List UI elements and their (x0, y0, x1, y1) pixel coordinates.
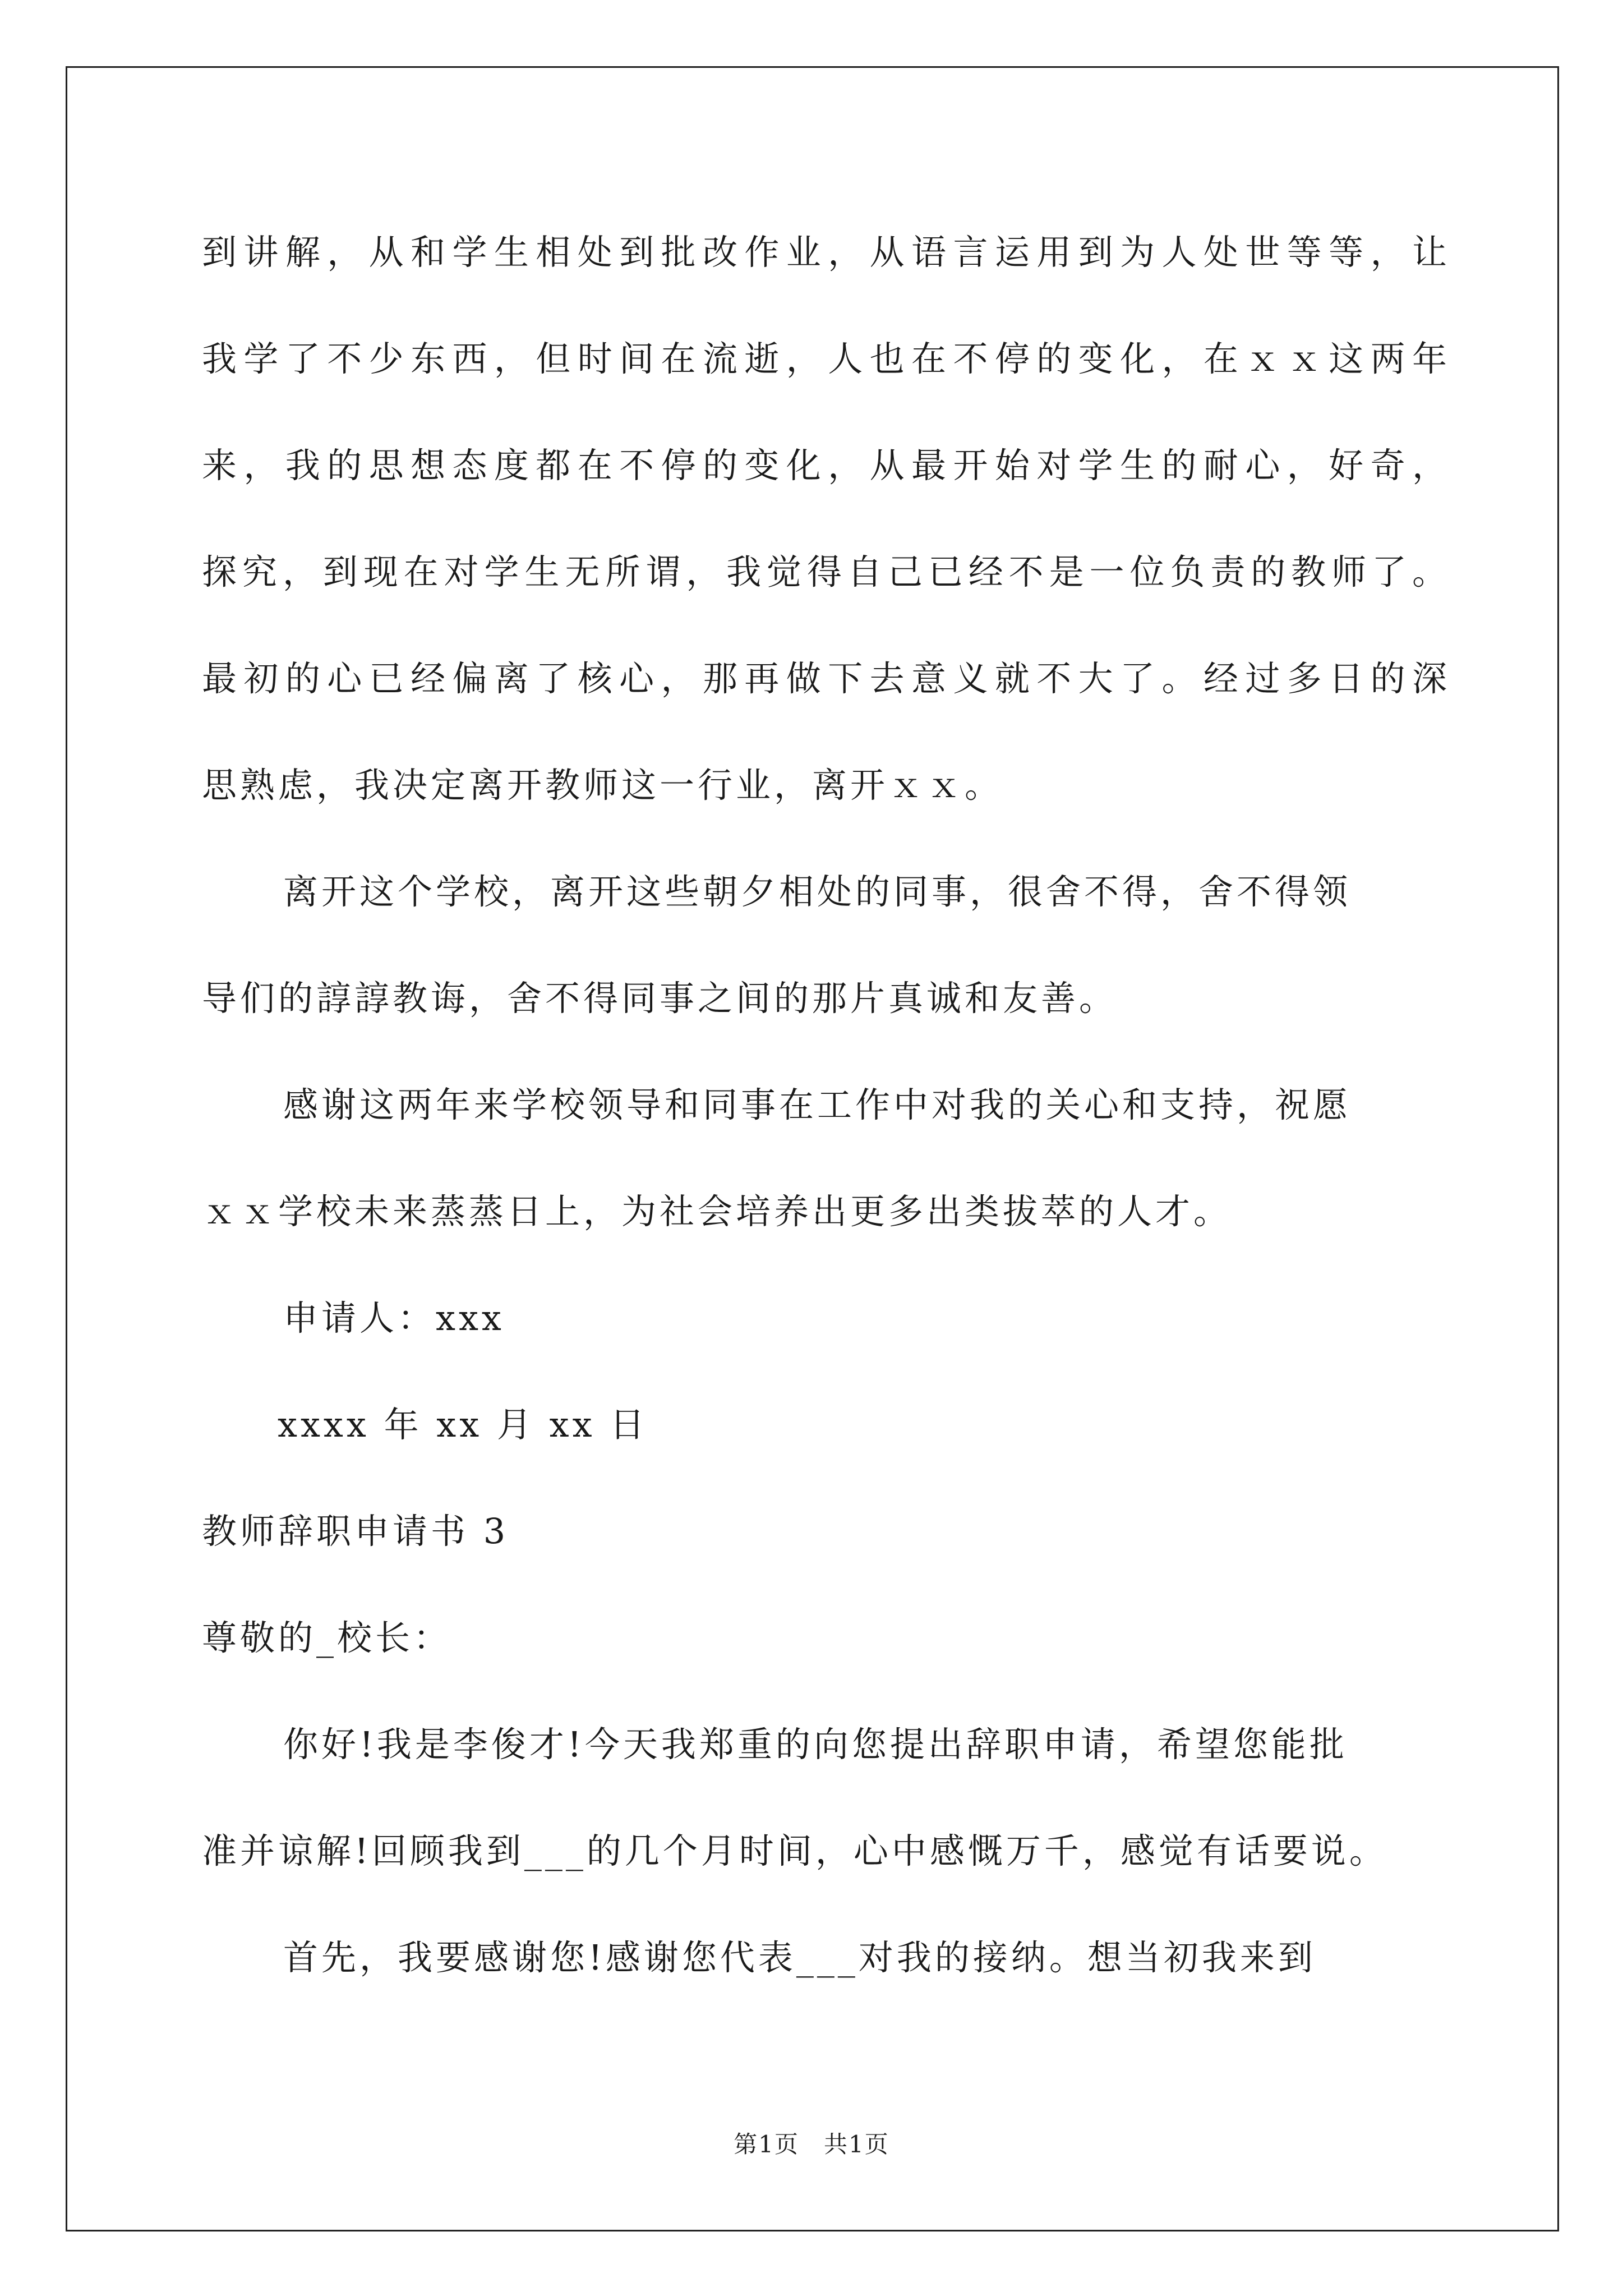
text-line: 准并谅解!回顾我到___的几个月时间，心中感慨万千，感觉有话要说。 (202, 1830, 1387, 1871)
text-line: 到讲解，从和学生相处到批改作业，从语言运用到为人处世等等，让 (202, 232, 1447, 273)
paragraph-start: 感谢这两年来学校领导和同事在工作中对我的关心和支持，祝愿 (283, 1084, 1352, 1125)
text-line: 导们的諄諄教诲，舍不得同事之间的那片真诚和友善。 (202, 978, 1118, 1019)
text-line: 我学了不少东西，但时间在流逝，人也在不停的变化，在ｘｘ这两年 (202, 338, 1447, 379)
text-line: 探究，到现在对学生无所谓，我觉得自己已经不是一位负责的教师了。 (202, 551, 1447, 592)
section-title: 教师辞职申请书 3 (202, 1511, 509, 1552)
page-border (66, 66, 1559, 2231)
paragraph-start: 你好!我是李俊才!今天我郑重的向您提出辞职申请，希望您能批 (283, 1724, 1348, 1765)
salutation: 尊敬的_校长： (202, 1617, 452, 1658)
text-line: ｘｘ学校未来蒸蒸日上，为社会培养出更多出类拔萃的人才。 (202, 1191, 1232, 1232)
text-line: 来，我的思想态度都在不停的变化，从最开始对学生的耐心，好奇， (202, 445, 1447, 486)
page-footer: 第1页 共1页 (734, 2131, 889, 2158)
paragraph-start: 首先，我要感谢您!感谢您代表___对我的接纳。想当初我来到 (283, 1937, 1316, 1978)
text-line: 最初的心已经偏离了核心，那再做下去意义就不大了。经过多日的深 (202, 658, 1447, 699)
applicant-line: 申请人：xxx (283, 1297, 505, 1338)
text-line: 思熟虑，我决定离开教师这一行业，离开ｘｘ。 (202, 765, 1003, 806)
date-line: xxxx 年 xx 月 xx 日 (278, 1404, 648, 1445)
paragraph-start: 离开这个学校，离开这些朝夕相处的同事，很舍不得，舍不得领 (283, 871, 1352, 912)
